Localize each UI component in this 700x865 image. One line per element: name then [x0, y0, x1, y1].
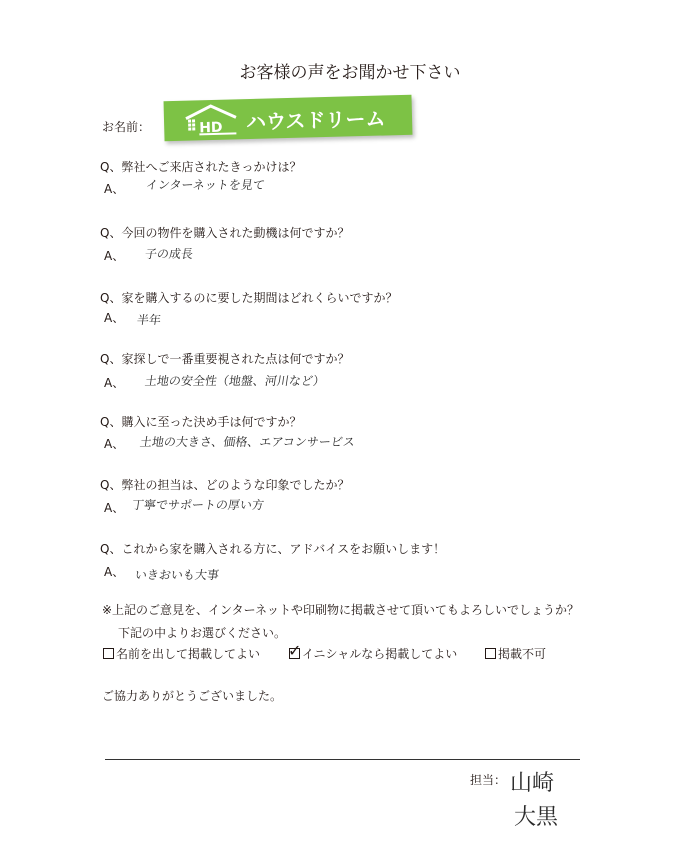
logo-text: ハウスドリーム: [245, 106, 386, 135]
answer-2: 子の成長: [143, 247, 194, 261]
question-1: Q、弊社へご来店されたきっかけは？: [100, 160, 302, 174]
house-logo-icon: [182, 103, 241, 137]
consent-question: ※上記のご意見を、インターネットや印刷物に掲載させて頂いてもよろしいでしょうか？: [102, 603, 579, 617]
answer-prefix-1: A、: [104, 182, 125, 196]
answer-3: 半年: [135, 313, 162, 327]
answer-prefix-6: A、: [104, 501, 125, 515]
checkbox-unchecked-icon[interactable]: [485, 648, 496, 659]
option-publish-name[interactable]: [103, 645, 260, 662]
question-7: Q、これから家を購入される方に、アドバイスをお願いします！: [100, 542, 446, 556]
question-5: Q、購入に至った決め手は何ですか？: [100, 415, 302, 429]
option-label: イニシャルなら掲載してよい: [302, 647, 458, 661]
consent-instruction: 下記の中よりお選びください。: [118, 626, 287, 640]
staff-label: 担当：: [470, 773, 507, 787]
answer-1: インターネットを見て: [144, 178, 266, 192]
staff-signature-2: 大黒: [514, 805, 559, 830]
divider: [105, 759, 580, 760]
answer-4: 土地の安全性（地盤、河川など）: [143, 374, 326, 388]
option-no-publish[interactable]: [485, 645, 546, 662]
answer-prefix-4: A、: [104, 376, 125, 390]
name-label: お名前：: [102, 120, 151, 134]
check-mark: ✓: [288, 641, 302, 660]
question-3: Q、家を購入するのに要した期間はどれくらいですか？: [100, 291, 398, 305]
answer-7: いきおいも大事: [133, 568, 220, 582]
answer-prefix-2: A、: [104, 249, 125, 263]
answer-prefix-7: A、: [104, 565, 125, 579]
thanks-message: ご協力ありがとうございました。: [102, 689, 283, 703]
question-4: Q、家探しで一番重要視された点は何ですか？: [100, 352, 350, 366]
answer-5: 土地の大きさ、価格、エアコンサービス: [138, 435, 356, 449]
option-label: 名前を出して掲載してよい: [116, 647, 261, 661]
staff-signature-1: 山崎: [510, 771, 555, 796]
option-publish-initials[interactable]: [288, 641, 458, 662]
logo-mark: HD: [199, 119, 223, 137]
checkbox-checked-icon[interactable]: [288, 641, 302, 660]
answer-6: 丁寧でサポートの厚い方: [130, 498, 265, 512]
company-logo: [164, 95, 413, 141]
option-label: 掲載不可: [498, 647, 547, 661]
answer-prefix-3: A、: [104, 311, 125, 325]
page-title: お客様の声をお聞かせ下さい: [239, 63, 461, 83]
question-2: Q、今回の物件を購入された動機は何ですか？: [100, 226, 350, 240]
checkbox-unchecked-icon[interactable]: [103, 648, 114, 659]
question-6: Q、弊社の担当は、どのような印象でしたか？: [100, 478, 350, 492]
answer-prefix-5: A、: [104, 437, 125, 451]
